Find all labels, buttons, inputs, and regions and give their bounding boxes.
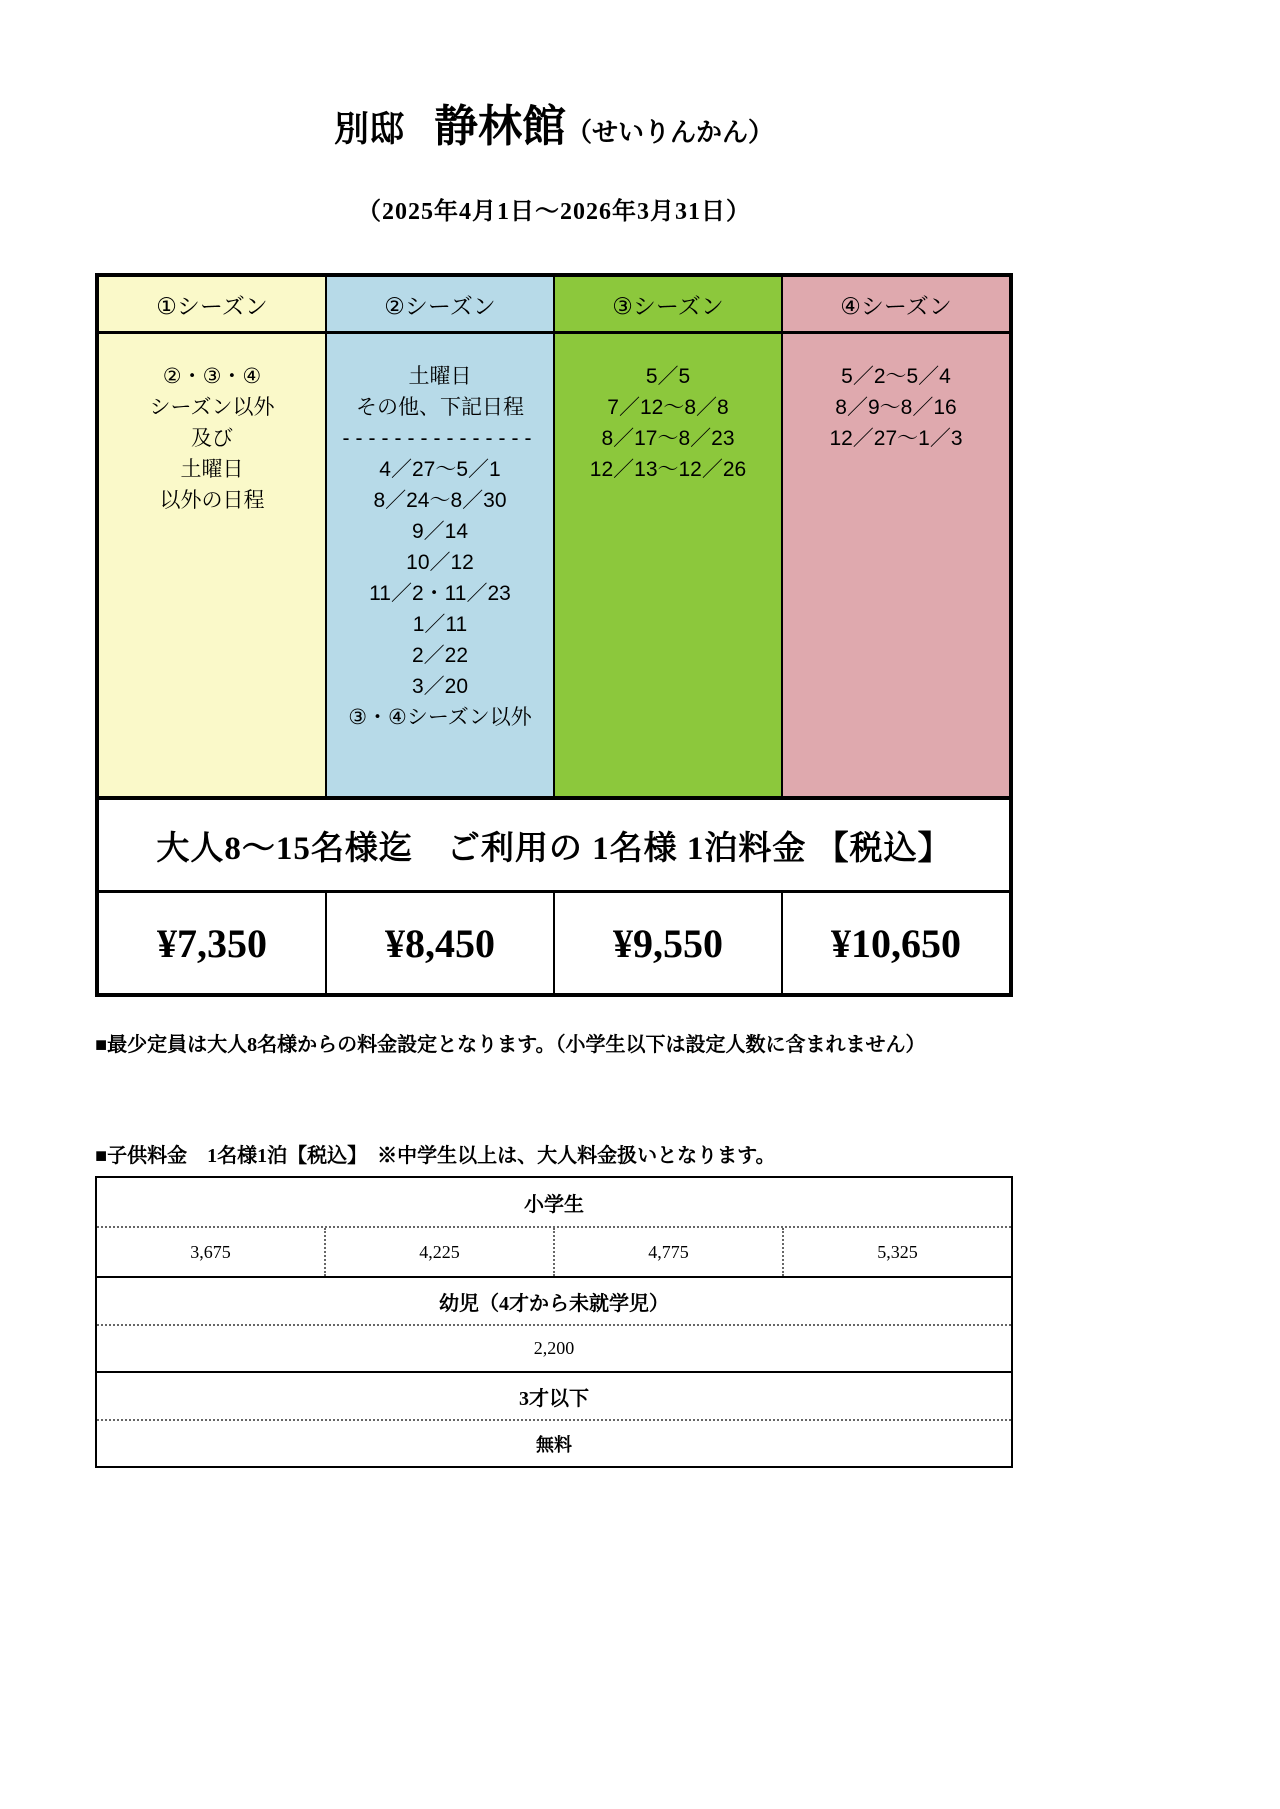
min-capacity-note: ■最少定員は大人8名様からの料金設定となります。（小学生以下は設定人数に含まれません） <box>95 1034 926 1056</box>
season-dates-cell-2 <box>327 334 555 796</box>
price-cell-season3: ¥9,550 <box>555 893 783 993</box>
date-line: ②・③・④ <box>162 365 262 388</box>
season-header-cell-4: ④シーズン <box>783 277 1009 331</box>
toddler-label-row: 幼児（4才から未就学児） <box>97 1278 1011 1326</box>
season-dates-cell-4 <box>783 334 1009 796</box>
date-line: 及び <box>191 427 233 450</box>
date-line: 12／27～1／3 <box>829 427 963 450</box>
date-line: 5／5 <box>645 365 691 388</box>
price-row <box>99 893 1009 993</box>
title-prefix: 別邸 <box>333 110 404 149</box>
date-line: 8／9～8／16 <box>835 396 957 419</box>
date-line: シーズン以外 <box>149 396 275 419</box>
toddler-price-row: 2,200 <box>97 1326 1011 1373</box>
season-header-cell-1: ①シーズン <box>99 277 327 331</box>
date-line: 5／2～5／4 <box>841 365 951 388</box>
date-line: 10／12 <box>406 551 474 574</box>
price-cell-season4: ¥10,650 <box>831 920 961 966</box>
child-price-table <box>95 1176 1013 1468</box>
price-cell-season1: ¥7,350 <box>99 893 327 993</box>
child-price-heading: ■子供料金 1名様1泊【税込】 ※中学生以上は、大人料金扱いとなります。 <box>95 1145 776 1167</box>
price-cell-season2: ¥8,450 <box>327 893 555 993</box>
season-header-row <box>99 277 1009 334</box>
elementary-price-cell-3: 4,775 <box>555 1228 784 1276</box>
title-name: 静林館 <box>434 102 566 151</box>
elementary-price-cell-4: 5,325 <box>877 1241 918 1262</box>
date-line: 土曜日 <box>408 365 472 388</box>
season-dates-row <box>99 334 1009 800</box>
adult-price-header-row: 大人8～15名様迄 ご利用の 1名様 1泊料金 【税込】 <box>99 800 1009 893</box>
date-line: 以外の日程 <box>159 489 265 512</box>
date-line: 1／11 <box>412 613 468 636</box>
elementary-label-row: 小学生 <box>97 1178 1011 1228</box>
season-dates-cell-1 <box>99 334 327 796</box>
date-line: 4／27～5／1 <box>379 458 501 481</box>
date-line: 3／20 <box>411 675 469 698</box>
season-header-cell-2: ②シーズン <box>327 277 555 331</box>
season-dates-cell-3 <box>555 334 783 796</box>
dashed-separator: --------------- <box>342 427 538 450</box>
date-line: 土曜日 <box>180 458 244 481</box>
date-line: 8／24～8／30 <box>373 489 507 512</box>
date-line: 12／13～12／26 <box>589 458 747 481</box>
doc-title <box>95 90 1013 154</box>
date-line: その他、下記日程 <box>356 396 524 419</box>
date-line: 11／2・11／23 <box>369 582 511 605</box>
date-line: 9／14 <box>411 520 469 543</box>
season-table <box>95 273 1013 997</box>
infant-price-row: 無料 <box>536 1434 572 1455</box>
season-header-cell-3: ③シーズン <box>555 277 783 331</box>
date-line: 8／17～8／23 <box>601 427 735 450</box>
title-reading: （せいりんかん） <box>566 118 775 147</box>
elementary-prices-row <box>97 1228 1011 1278</box>
infant-label-row: 3才以下 <box>97 1373 1011 1421</box>
elementary-price-cell-2: 4,225 <box>326 1228 555 1276</box>
date-line: 7／12～8／8 <box>607 396 729 419</box>
date-line: ③・④シーズン以外 <box>348 706 532 729</box>
date-line: 2／22 <box>411 644 469 667</box>
period-line: （2025年4月1日～2026年3月31日） <box>357 199 751 225</box>
elementary-price-cell-1: 3,675 <box>97 1228 326 1276</box>
